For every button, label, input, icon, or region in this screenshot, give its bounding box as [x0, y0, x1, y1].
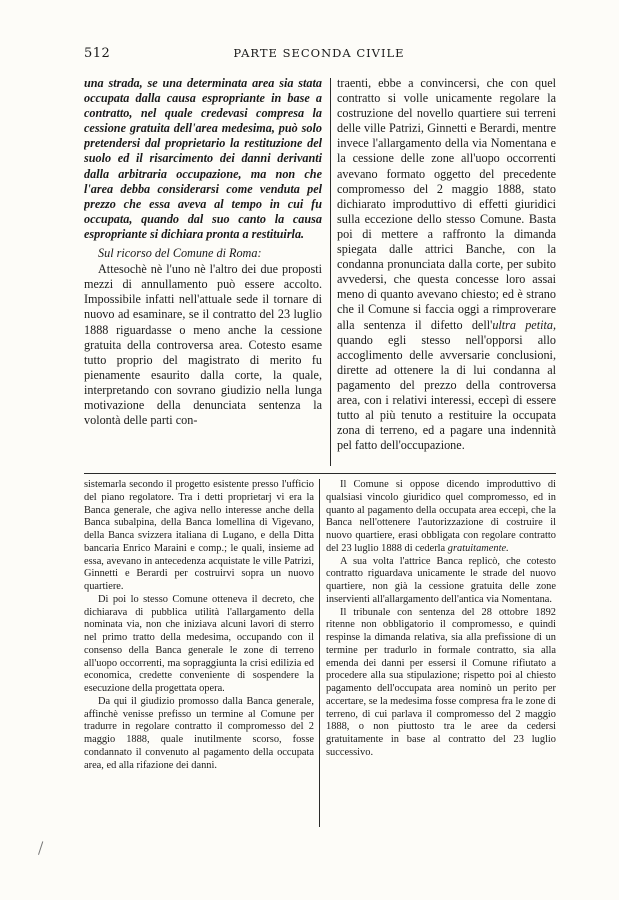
upper-right-text-b: quando egli stesso nell'opporsi allo accoglimento delle avversarie conclusioni, dirette ad ottenere la di lui condanna al pagamento del prezzo della controversa area, con i relativi interessi, eccepì di essere tutto al più tenuto a restituire la occupata zona di terreno, ed a pagare una indennità pel fatto dell'occupazione. [337, 332, 556, 453]
upper-left-column [84, 76, 322, 466]
upper-right-text-a: traenti, ebbe a convincersi, che con quel contratto si volle unicamente regolare la costruzione del novello quartiere sui terreni delle ville Patrizi, Ginnetti e Berardi, mentre invece l'allargamento della via Nomentana e la cessione delle zone all'uopo occorrenti avevano formato oggetto del precedente compromesso del 2 maggio 1888, stato dichiarato improduttivo di effetti giuridici sulla eccezione dello stesso Comune. Basta poi di mettere a raffronto la dimanda spiegata dalle attrici Banche, con la condanna pronunciata dalla corte, per subito avvedersi, che questa concesse loro assai meno di quanto avevano chiesto; ed è strano che il Comune si faccia oggi a rimproverare alla sentenza il difetto dell' [337, 76, 556, 332]
page-header [84, 46, 554, 66]
lower-right-text-a: Il Comune si oppose dicendo improduttivo di qualsiasi vincolo giuridico quel compromesso, ed in quanto al pagamento della occupata area eccepì, che la Banca nell'ottenere l'autorizzazione di costruire il nuovo quartiere, erasi obbligata con regolare contratto del 23 luglio 1888 di cederla [326, 479, 556, 554]
upper-column-divider [330, 78, 331, 466]
lower-left-paragraph-3: Da qui il giudizio promosso dalla Banca generale, affinchè venisse prefisso un termine al Comune per tradurre in regolare contratto il compromesso del 2 maggio 1888, quale inutilmente scorso, fosse condannato il convenuto al pagamento della occupata area, ed alla rifazione dei danni. [84, 695, 314, 771]
lower-left-column [84, 479, 314, 839]
upper-right-paragraph [337, 76, 556, 453]
page-number: 512 [84, 46, 111, 61]
lower-left-paragraph-2: Di poi lo stesso Comune otteneva il decreto, che dichiarava di pubblica utilità l'allargamento della nominata via, non che iniziava alcuni lavori di sterro nel primo tratto della medesima, occupando con il consenso della Banca generale le zone di terreno all'uopo occorrenti, ma sopraggiunta la crisi edilizia ed economica, credette conveniente di sospendere la esecuzione della progettata opera. [84, 593, 314, 694]
ultra-petita-phrase: ultra petita, [492, 317, 556, 332]
lower-right-column [326, 479, 556, 839]
upper-left-paragraph: Attesochè nè l'uno nè l'altro dei due proposti mezzi di annullamento può essere accolto. Impossibile infatti nell'attuale sede il tornare di nuovo ad esaminare, se il contratto del 23 luglio 1888 riguardasse o meno anche la cessione gratuita della controversa area. Cotesto esame tutto proprio del magistrato di merito fu pienamente esaurito dalla corte, la quale, interpretando con sovrano giudizio nella lunga motivazione della denunciata sentenza la volontà delle parti con- [84, 262, 322, 428]
gratuitamente-word: gratuitamente. [447, 542, 509, 554]
section-divider [84, 473, 556, 474]
margin-pencil-mark [38, 841, 49, 856]
lower-right-paragraph-1 [326, 479, 556, 556]
lower-right-paragraph-2: A sua volta l'attrice Banca replicò, che cotesto contratto riguardava unicamente le strade del nuovo quartiere, non già la cessione gratuita delle zone inservienti all'allargamento dell'antica via Nomentana. [326, 555, 556, 605]
case-headnote: una strada, se una determinata area sia stata occupata dalla causa espropriante in base a contratto, nel quale credevasi compresa la cessione gratuita dell'area medesima, può solo pretendersi dal proprietario la restituzione del suolo ed il risarcimento dei danni derivanti dalla arbitraria occupazione, ma non che l'area debba considerarsi come venduta pel prezzo che essa aveva al tempo in cui fu occupata, quando dal suo canto la causa espropriante si dichiara pronta a restituirla. [84, 76, 322, 241]
lower-right-paragraph-3: Il tribunale con sentenza del 28 ottobre 1892 ritenne non obbligatorio il compromesso, e quindi respinse la dimanda relativa, sia alla prefissione di un termine per tradurlo in formale contratto, sia alla emenda dei danni per essersi il Comune rifiutato a procedere alla sua stipulazione; rispetto poi al chiesto pagamento dell'occupata area nominò un perito per accertare, se la medesima fosse compresa fra le zone di terreno, di cui parlava il compromesso del 2 maggio 1888, o non piuttosto tra le aree da cedersi gratuitamente in base al contratto del 23 luglio successivo. [326, 606, 556, 758]
lower-column-divider [319, 479, 320, 827]
running-title: PARTE SECONDA CIVILE [233, 46, 405, 60]
section-heading: Sul ricorso del Comune di Roma: [98, 246, 262, 261]
lower-left-paragraph-1: sistemarla secondo il progetto esistente presso l'ufficio del piano regolatore. Tra i detti proprietarj vi era la Banca generale, che agiva nello interesse anche della Banca subalpina, della Banca lomellina di Vigevano, della Banca svizzera italiana di Lugano, e della Ditta bancaria Enrico Maraini e comp.; le quali, insieme ad essa, avevano in antecedenza acquistate le ville Patrizi, Ginnetti e Berardi per costruirvi sopra un nuovo quartiere. [84, 479, 314, 592]
upper-right-column [337, 76, 556, 466]
